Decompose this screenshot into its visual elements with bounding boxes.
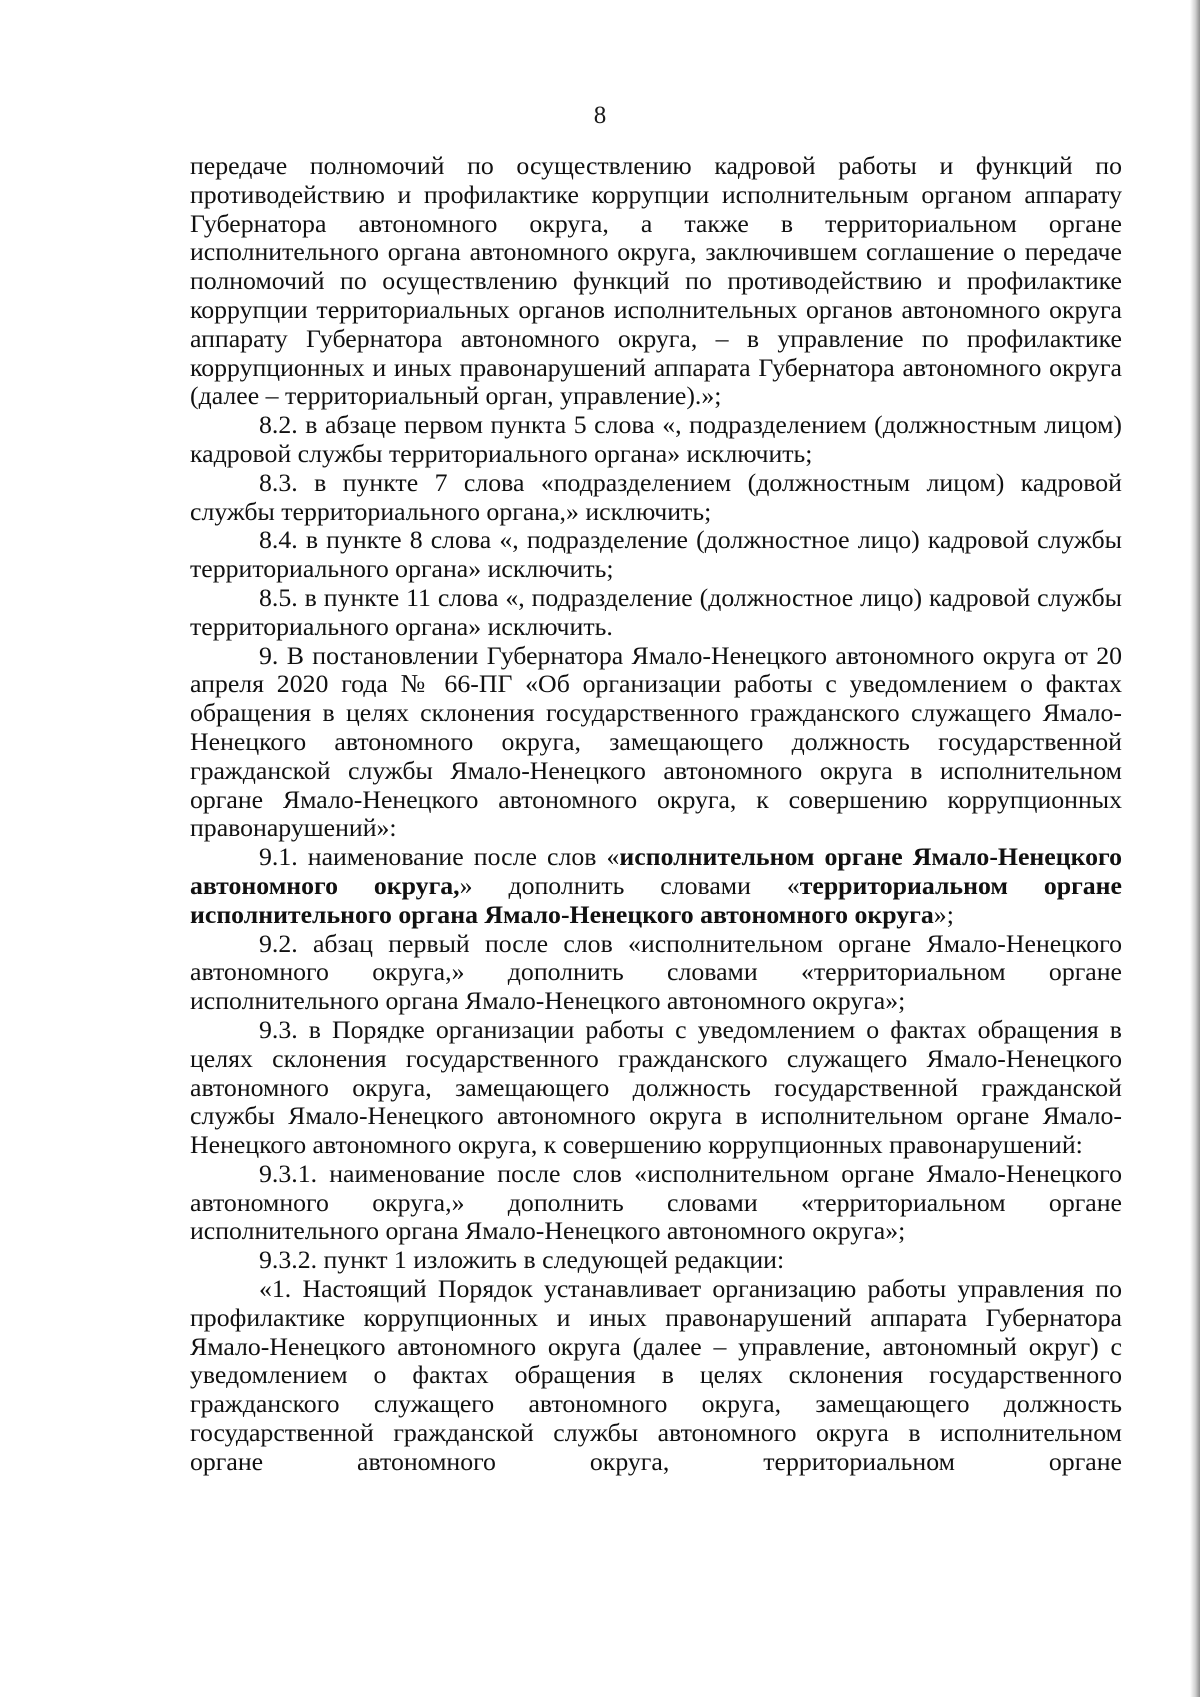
text-run: 9.1. наименование после слов « (259, 842, 620, 872)
paragraph (190, 469, 1122, 527)
paragraph (190, 526, 1122, 584)
page-number: 8 (593, 102, 607, 129)
scan-edge-shadow (1190, 0, 1200, 1697)
text-run: 9.2. абзац первый после слов «исполнительном органе Ямало-Ненецкого автономного округа,» дополнить словами «территориальном органе исполнительного органа Ямало-Ненецкого автономного округа»; (190, 928, 1122, 1016)
text-run: 8.4. в пункте 8 слова «, подразделение (должностное лицо) кадровой службы территориального органа» исключить; (190, 525, 1122, 584)
paragraph (190, 1016, 1122, 1160)
text-run: » дополнить словами « (459, 870, 800, 900)
text-run: 8.3. в пункте 7 слова «подразделением (должностным лицом) кадровой службы территориального органа,» исключить; (190, 467, 1122, 526)
paragraph (190, 1160, 1122, 1246)
document-body (190, 152, 1122, 1477)
text-run: 8.2. в абзаце первом пункта 5 слова «, подразделением (должностным лицом) кадровой службы территориального органа» исключить; (190, 410, 1122, 468)
text-run: 9.3. в Порядке организации работы с уведомлением о фактах обращения в целях склонения государственного гражданского служащего Ямало-Ненецкого автономного округа, замещающего должность государственной гражданской службы Ямало-Ненецкого автономного округа в исполнительном органе Ямало-Ненецкого автономного округа, к совершению коррупционных правонарушений: (190, 1014, 1122, 1160)
text-run: 9. В постановлении Губернатора Ямало-Ненецкого автономного округа от 20 апреля 2020 года № 66-ПГ «Об организации работы с уведомлением о фактах обращения в целях склонения государственного гражданского служащего Ямало-Ненецкого автономного округа, замещающего должность государственной гражданской службы Ямало-Ненецкого автономного округа в исполнительном органе Ямало-Ненецкого автономного округа, к совершению коррупционных правонарушений»: (190, 640, 1122, 843)
paragraph (190, 1246, 1122, 1275)
text-run: 9.3.2. пункт 1 изложить в следующей редакции: (259, 1245, 785, 1275)
text-run: 9.3.1. наименование после слов «исполнительном органе Ямало-Ненецкого автономного округа,» дополнить словами «территориальном органе исполнительного органа Ямало-Ненецкого автономного округа»; (190, 1158, 1122, 1246)
bold-text-run: территориальном органе исполнительного органа Ямало-Ненецкого автономного округа (190, 870, 1123, 929)
paragraph (190, 584, 1122, 642)
paragraph (190, 411, 1122, 469)
text-run: «1. Настоящий Порядок устанавливает организацию работы управления по профилактике коррупционных и иных правонарушений аппарата Губернатора Ямало-Ненецкого автономного округа (далее – управление, автономный округ) с уведомлением о фактах обращения в целях склонения государственного гражданского служащего автономного округа, замещающего должность государственной гражданской службы автономного округа в исполнительном органе автономного округа, территориальном органе (190, 1274, 1122, 1476)
bold-text-run: исполнительном органе Ямало-Ненецкого автономного округа, (190, 842, 1122, 900)
paragraph (190, 642, 1122, 844)
text-run: »; (933, 899, 954, 929)
paragraph (190, 843, 1122, 929)
paragraph (190, 1275, 1122, 1477)
paragraph (190, 152, 1122, 411)
text-run: 8.5. в пункте 11 слова «, подразделение (должностное лицо) кадровой службы территориального органа» исключить. (190, 582, 1122, 641)
text-run: передаче полномочий по осуществлению кадровой работы и функций по противодействию и профилактике коррупции исполнительным органом аппарату Губернатора автономного округа, а также в территориальном органе исполнительного органа автономного округа, заключившем соглашение о передаче полномочий по осуществлению функций по противодействию и профилактике коррупции территориальных органов исполнительных органов автономного округа аппарату Губернатора автономного округа, – в управление по профилактике коррупционных и иных правонарушений аппарата Губернатора автономного округа (далее – территориальный орган, управление).»; (190, 151, 1122, 411)
paragraph (190, 930, 1122, 1016)
